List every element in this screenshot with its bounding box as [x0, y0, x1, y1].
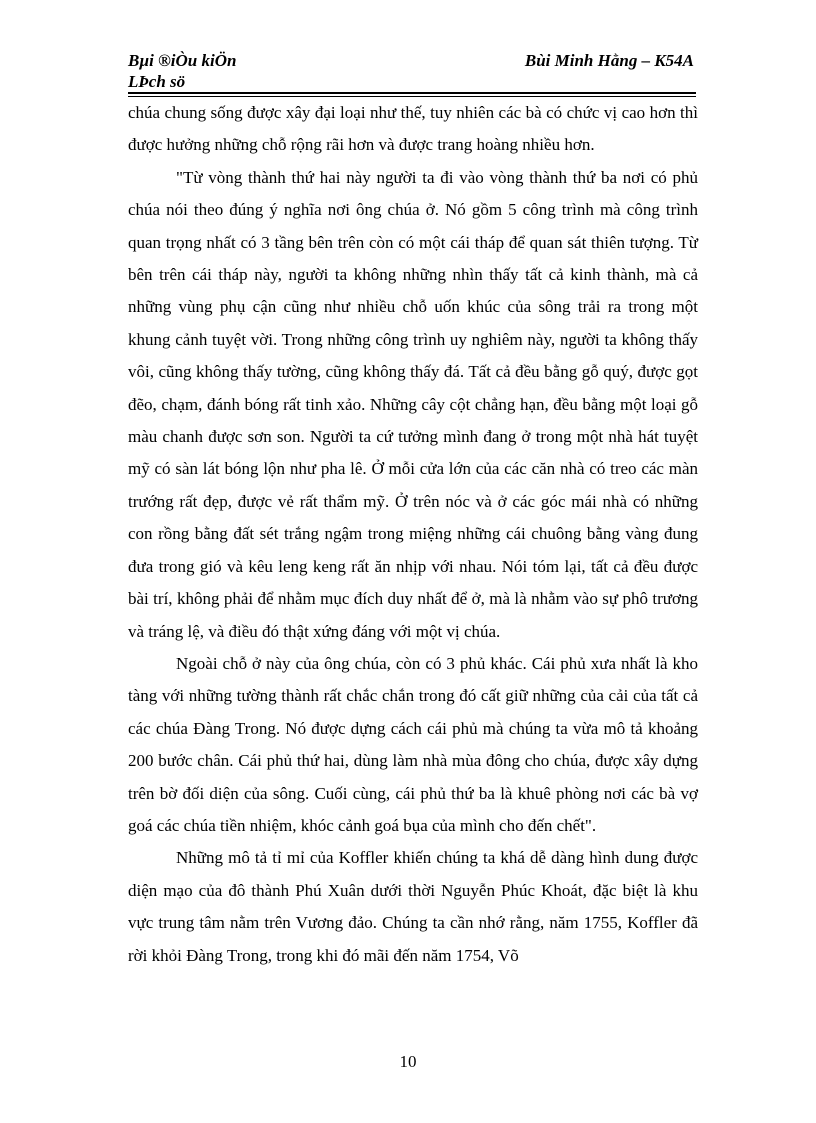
paragraph-other-palaces: Ngoài chỗ ở này của ông chúa, còn có 3 phủ khác. Cái phủ xưa nhất là kho tàng với những tường thành rất chắc chắn trong đó cất giữ những của cải của tất cả các chúa Đàng Trong. Nó được dựng cách cái phủ mà chúng ta vừa mô tả khoảng 200 bước chân. Cái phủ thứ hai, dùng làm nhà mùa đông cho chúa, được xây dựng trên bờ đối diện của sông. Cuối cùng, cái phủ thứ ba là khuê phòng nơi các bà vợ goá các chúa tiền nhiệm, khóc cảnh goá bụa của mình cho đến chết".	[128, 653, 698, 835]
page-header	[128, 48, 696, 94]
header-course-title: Bµi ®iÒu kiÖn	[128, 51, 237, 70]
header-divider-thick	[128, 92, 696, 94]
paragraph-continuation: chúa chung sống được xây đại loại như thế, tuy nhiên các bà có chức vị cao hơn thì được hưởng những chỗ rộng rãi hơn và được trang hoàng nhiều hơn.	[128, 103, 698, 155]
header-author: Bùi Minh Hằng – K54A	[524, 51, 694, 70]
header-subject: LÞch sö	[128, 72, 186, 91]
paragraph-koffler-description: Những mô tả tỉ mỉ của Koffler khiến chúng ta khá dễ dàng hình dung được diện mạo của đô thành Phú Xuân dưới thời Nguyễn Phúc Khoát, đặc biệt là khu vực trung tâm nằm trên Vương đảo. Chúng ta cần nhớ rằng, năm 1755, Koffler đã rời khỏi Đàng Trong, trong khi đó mãi đến năm 1754, Võ	[128, 848, 698, 965]
paragraph-quote-palace: "Từ vòng thành thứ hai này người ta đi vào vòng thành thứ ba nơi có phủ chúa nói theo đúng ý nghĩa nơi ông chúa ở. Nó gồm 5 công trình mà công trình quan trọng nhất có 3 tầng bên trên còn có một cái tháp để quan sát thiên tượng. Từ bên trên cái tháp này, người ta không những nhìn thấy tất cả kinh thành, mà cả những vùng phụ cận cũng như nhiều chỗ uốn khúc của sông trải ra trong một khung cảnh tuyệt vời. Trong những công trình uy nghiêm này, người ta không thấy vôi, cũng không thấy tường, cũng không thấy đá. Tất cả đều bằng gỗ quý, được gọt đẽo, chạm, đánh bóng rất tinh xảo. Những cây cột chẳng hạn, đều bằng một loại gỗ màu chanh được sơn son. Người ta cứ tưởng mình đang ở trong một nhà hát tuyệt mỹ có sàn lát bóng lộn như pha lê. Ở mỗi cửa lớn của các căn nhà có treo các màn trướng rất đẹp, được vẻ rất thẩm mỹ. Ở trên nóc và ở các góc mái nhà có những con rồng bằng đất sét trắng ngậm trong miệng những cái chuông bằng vàng đung đưa trong gió và kêu leng keng rất ăn nhịp với nhau. Nói tóm lại, tất cả đều được bài trí, không phải để nhằm mục đích duy nhất để ở, mà là nhằm vào sự phô trương và tráng lệ, và điều đó thật xứng đáng với một vị chúa.	[128, 167, 698, 641]
body-text	[128, 97, 698, 972]
page-number: 10	[399, 1052, 417, 1071]
